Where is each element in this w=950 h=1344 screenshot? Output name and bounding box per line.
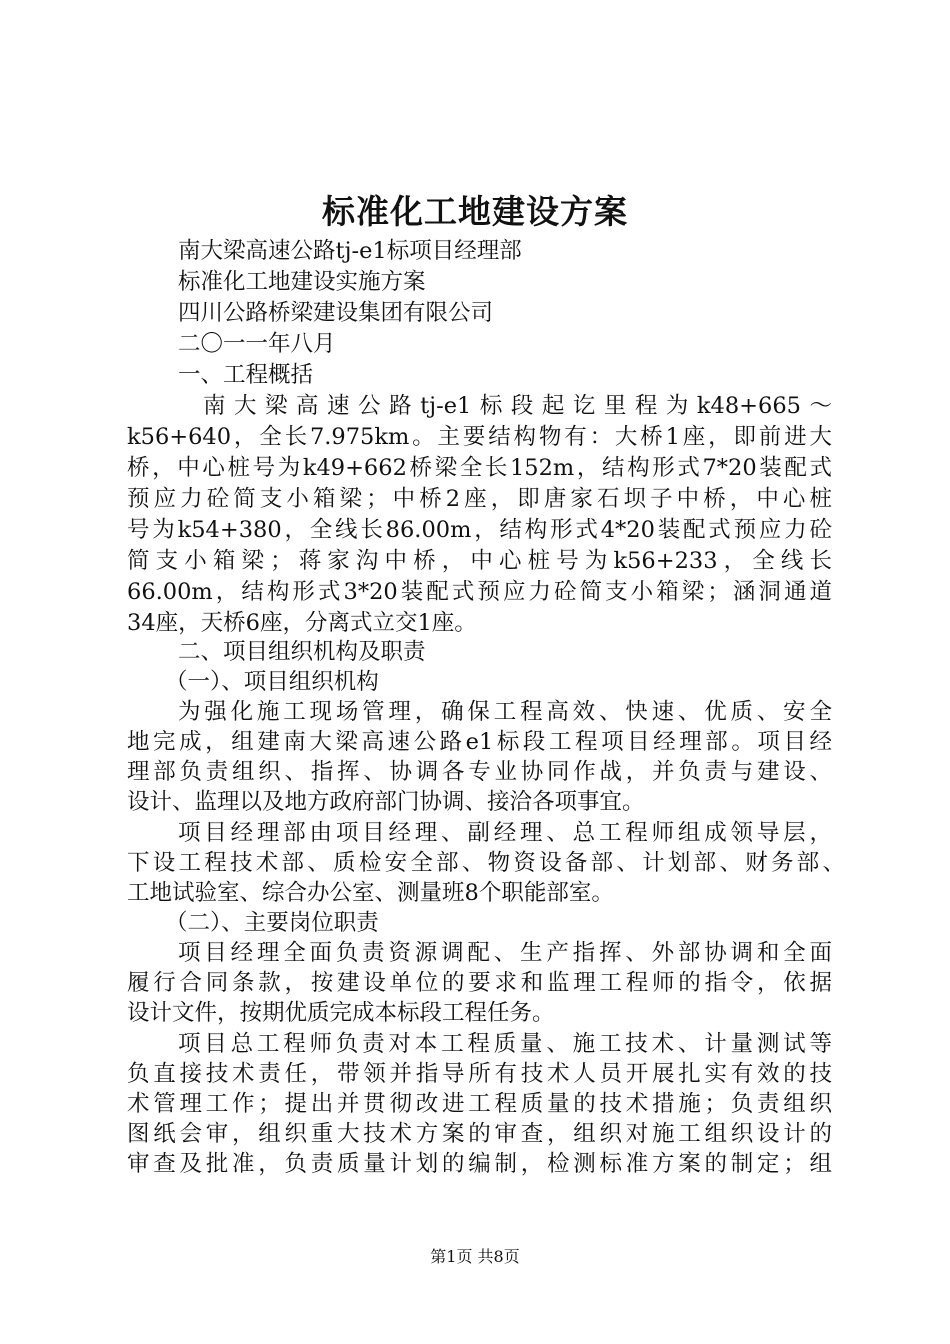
subsection-heading-duties: （二）、主要岗位职责 xyxy=(165,910,379,936)
paragraph-line: 设计文件，按期优质完成本标段工程任务。 xyxy=(127,1000,555,1026)
subsection-heading-structure: （一）、项目组织机构 xyxy=(165,669,379,695)
paragraph-line: 设计、监理以及地方政府部门协调、接洽各项事宜。 xyxy=(127,789,645,815)
paragraph-line: 项目总工程师负责对本工程质量、施工技术、计量测试等 xyxy=(178,1031,832,1057)
paragraph-line: 理部负责组织、指挥、协调各专业协同作战，并负责与建设、 xyxy=(127,759,832,785)
header-line-plan-name: 标准化工地建设实施方案 xyxy=(178,269,426,295)
paragraph-line: 项目经理全面负责资源调配、生产指挥、外部协调和全面 xyxy=(178,940,832,966)
paragraph-line: 为强化施工现场管理，确保工程高效、快速、优质、安全 xyxy=(178,699,832,725)
header-line-date: 二〇一一年八月 xyxy=(178,331,336,357)
paragraph-line: 工地试验室、综合办公室、测量班8个职能部室。 xyxy=(127,880,614,906)
paragraph-line: 南大梁高速公路tj-e1标段起讫里程为k48+665～ xyxy=(203,393,832,419)
paragraph-line: 履行合同条款，按建设单位的要求和监理工程师的指令，依据 xyxy=(127,970,832,996)
paragraph-line: 术管理工作；提出并贯彻改进工程质量的技术措施；负责组织 xyxy=(127,1091,832,1117)
paragraph-line: 34座，天桥6座，分离式立交1座。 xyxy=(127,610,477,636)
paragraph-line: 下设工程技术部、质检安全部、物资设备部、计划部、财务部、 xyxy=(127,850,845,876)
paragraph-line: k56+640，全长7.975km。主要结构物有：大桥1座，即前进大 xyxy=(127,424,832,450)
paragraph-line: 地完成，组建南大梁高速公路e1标段工程项目经理部。项目经 xyxy=(127,729,832,755)
paragraph-line: 简支小箱梁；蒋家沟中桥，中心桩号为k56+233，全线长 xyxy=(127,548,832,574)
section-heading-organization: 二、项目组织机构及职责 xyxy=(178,639,426,665)
paragraph-line: 负直接技术责任，带领并指导所有技术人员开展扎实有效的技 xyxy=(127,1061,832,1087)
header-line-project-dept: 南大梁高速公路tj-e1标项目经理部 xyxy=(178,238,522,264)
paragraph-line: 预应力砼简支小箱梁；中桥2座，即唐家石坝子中桥，中心桩 xyxy=(127,486,832,512)
paragraph-line: 项目经理部由项目经理、副经理、总工程师组成领导层， xyxy=(178,820,832,846)
header-line-company: 四川公路桥梁建设集团有限公司 xyxy=(178,300,494,326)
section-heading-overview: 一、工程概括 xyxy=(178,362,314,388)
paragraph-line: 66.00m，结构形式3*20装配式预应力砼简支小箱梁；涵洞通道 xyxy=(127,579,832,605)
paragraph-line: 桥，中心桩号为k49+662桥梁全长152m，结构形式7*20装配式 xyxy=(127,455,832,481)
paragraph-line: 图纸会审，组织重大技术方案的审查，组织对施工组织设计的 xyxy=(127,1121,832,1147)
paragraph-line: 审查及批准，负责质量计划的编制，检测标准方案的制定；组 xyxy=(127,1151,832,1177)
page-footer: 第1页 共8页 xyxy=(430,1247,520,1266)
document-title: 标准化工地建设方案 xyxy=(322,192,628,231)
paragraph-line: 号为k54+380，全线长86.00m，结构形式4*20装配式预应力砼 xyxy=(127,517,832,543)
